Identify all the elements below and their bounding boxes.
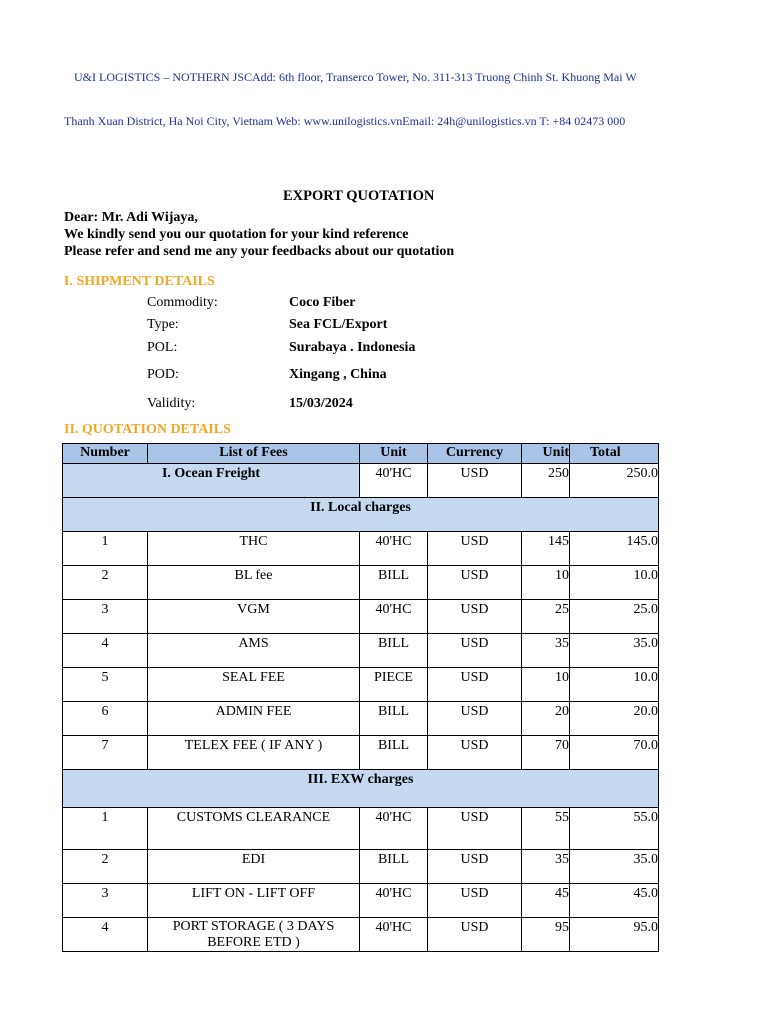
fee-price: 45 [522, 884, 570, 918]
row-number: 3 [63, 884, 148, 918]
fee-name: ADMIN FEE [148, 702, 360, 736]
row-number: 6 [63, 702, 148, 736]
fee-price: 10 [522, 566, 570, 600]
fee-currency: USD [428, 634, 522, 668]
table-row [63, 808, 659, 850]
table-row [63, 850, 659, 884]
row-number: 2 [63, 850, 148, 884]
row-number: 4 [63, 634, 148, 668]
fee-name: SEAL FEE [148, 668, 360, 702]
shipment-details-heading: I. SHIPMENT DETAILS [64, 274, 215, 289]
table-row [63, 532, 659, 566]
col-header-total: Total [570, 444, 659, 464]
fee-name: TELEX FEE ( IF ANY ) [148, 736, 360, 770]
fee-currency: USD [428, 532, 522, 566]
fee-unit: 40'HC [360, 532, 428, 566]
fee-name: CUSTOMS CLEARANCE [148, 808, 360, 850]
fee-currency: USD [428, 850, 522, 884]
fee-currency: USD [428, 808, 522, 850]
fee-price: 55 [522, 808, 570, 850]
ocean-currency: USD [428, 464, 522, 498]
fee-unit: BILL [360, 702, 428, 736]
fee-price: 10 [522, 668, 570, 702]
fee-unit: 40'HC [360, 918, 428, 952]
fee-name: LIFT ON - LIFT OFF [148, 884, 360, 918]
fee-currency: USD [428, 884, 522, 918]
pod-label: POD: [147, 367, 179, 382]
fee-unit: BILL [360, 850, 428, 884]
pol-label: POL: [147, 340, 178, 355]
row-number: 2 [63, 566, 148, 600]
col-header-number: Number [63, 444, 148, 464]
quotation-table [62, 443, 659, 952]
fee-name: THC [148, 532, 360, 566]
company-address-line: U&I LOGISTICS – NOTHERN JSCAdd: 6th floor, Transerco Tower, No. 311-313 Truong Chinh St. Khuong Mai W [74, 70, 637, 84]
row-number: 3 [63, 600, 148, 634]
document-title: EXPORT QUOTATION [283, 188, 435, 204]
table-row [63, 668, 659, 702]
row-number: 1 [63, 532, 148, 566]
fee-total: 55.0 [570, 808, 659, 850]
col-header-currency: Currency [428, 444, 522, 464]
table-row [63, 736, 659, 770]
fee-total: 45.0 [570, 884, 659, 918]
fee-total: 20.0 [570, 702, 659, 736]
ocean-total: 250.0 [570, 464, 659, 498]
commodity-label: Commodity: [147, 295, 218, 310]
fee-price: 20 [522, 702, 570, 736]
fee-name: VGM [148, 600, 360, 634]
table-row [63, 702, 659, 736]
fee-total: 145.0 [570, 532, 659, 566]
commodity-value: Coco Fiber [289, 295, 356, 310]
quotation-details-heading: II. QUOTATION DETAILS [64, 422, 231, 437]
table-header-row [63, 444, 659, 464]
fee-price: 95 [522, 918, 570, 952]
fee-name: BL fee [148, 566, 360, 600]
validity-label: Validity: [147, 396, 196, 411]
table-row [63, 918, 659, 952]
fee-unit: BILL [360, 566, 428, 600]
fee-unit: 40'HC [360, 600, 428, 634]
fee-price: 35 [522, 850, 570, 884]
fee-unit: 40'HC [360, 884, 428, 918]
intro-line-2: Please refer and send me any your feedbacks about our quotation [64, 244, 455, 259]
intro-line-1: We kindly send you our quotation for your kind reference [64, 227, 409, 242]
fee-name: AMS [148, 634, 360, 668]
fee-total: 35.0 [570, 634, 659, 668]
col-header-unit: Unit [360, 444, 428, 464]
validity-value: 15/03/2024 [289, 396, 353, 411]
fee-total: 25.0 [570, 600, 659, 634]
fee-currency: USD [428, 736, 522, 770]
pol-value: Surabaya . Indonesia [289, 340, 416, 355]
ocean-price: 250 [522, 464, 570, 498]
fee-price: 25 [522, 600, 570, 634]
table-row [63, 600, 659, 634]
row-number: 5 [63, 668, 148, 702]
pod-value: Xingang , China [289, 367, 387, 382]
table-row [63, 634, 659, 668]
fee-name: EDI [148, 850, 360, 884]
col-header-fees: List of Fees [148, 444, 360, 464]
type-value: Sea FCL/Export [289, 317, 388, 332]
greeting: Dear: Mr. Adi Wijaya, [64, 210, 198, 225]
fee-name: PORT STORAGE ( 3 DAYS BEFORE ETD ) [148, 918, 360, 952]
fee-price: 35 [522, 634, 570, 668]
table-row [63, 884, 659, 918]
fee-currency: USD [428, 668, 522, 702]
row-number: 7 [63, 736, 148, 770]
fee-currency: USD [428, 600, 522, 634]
fee-currency: USD [428, 566, 522, 600]
ocean-freight-row [63, 464, 659, 498]
ocean-freight-label: I. Ocean Freight [63, 464, 360, 498]
fee-total: 10.0 [570, 668, 659, 702]
fee-unit: PIECE [360, 668, 428, 702]
fee-total: 35.0 [570, 850, 659, 884]
fee-currency: USD [428, 702, 522, 736]
row-number: 4 [63, 918, 148, 952]
table-row [63, 566, 659, 600]
fee-price: 70 [522, 736, 570, 770]
row-number: 1 [63, 808, 148, 850]
fee-total: 70.0 [570, 736, 659, 770]
fee-price: 145 [522, 532, 570, 566]
ocean-unit: 40'HC [360, 464, 428, 498]
fee-unit: BILL [360, 736, 428, 770]
fee-total: 95.0 [570, 918, 659, 952]
type-label: Type: [147, 317, 179, 332]
local-charges-heading: II. Local charges [63, 498, 659, 532]
company-contact-line: Thanh Xuan District, Ha Noi City, Vietnam Web: www.unilogistics.vnEmail: 24h@unilogistics.vn T: +84 02473 000 [64, 114, 626, 128]
fee-currency: USD [428, 918, 522, 952]
fee-unit: 40'HC [360, 808, 428, 850]
fee-total: 10.0 [570, 566, 659, 600]
local-charges-section-row [63, 498, 659, 532]
col-header-unit-price: Unit [522, 444, 570, 464]
exw-charges-section-row [63, 770, 659, 808]
fee-unit: BILL [360, 634, 428, 668]
exw-charges-heading: III. EXW charges [63, 770, 659, 808]
